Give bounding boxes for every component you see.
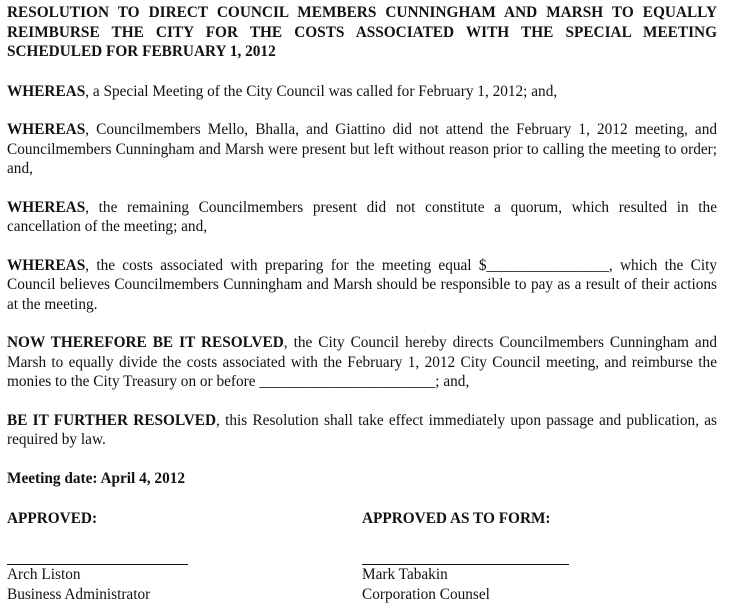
signer-name: Mark Tabakin bbox=[362, 566, 448, 583]
resolved-paragraph bbox=[7, 333, 717, 392]
approved-signature-block bbox=[7, 509, 237, 604]
whereas-paragraph-4 bbox=[7, 256, 717, 315]
further-resolved-paragraph bbox=[7, 411, 717, 450]
paragraph-text: , the costs associated with preparing for the meeting equal $________________, which the City Council believes Councilmembers Cunningham and Marsh should be responsible to pay as a result of their actions at the meeting. bbox=[7, 256, 717, 313]
whereas-paragraph-3 bbox=[7, 198, 717, 237]
paragraph-lead: BE IT FURTHER RESOLVED bbox=[7, 411, 217, 429]
signer-name: Arch Liston bbox=[7, 566, 81, 583]
paragraph-lead: WHEREAS bbox=[7, 82, 86, 100]
paragraph-text: , the City Council hereby directs Councilmembers Cunningham and Marsh to equally divide the costs associated with the February 1, 2012 City Council meeting, and reimburse the monies to the City Treasury on or before _______________________; and, bbox=[7, 334, 717, 390]
signer-role: Business Administrator bbox=[7, 585, 151, 603]
resolution-document bbox=[7, 3, 717, 508]
signer-role: Corporation Counsel bbox=[362, 585, 490, 603]
approved-as-to-form-heading: APPROVED AS TO FORM: bbox=[362, 510, 551, 527]
resolution-title: RESOLUTION TO DIRECT COUNCIL MEMBERS CUNNINGHAM AND MARSH TO EQUALLY REIMBURSE THE CITY FOR THE COSTS ASSOCIATED WITH THE SPECIAL MEETING SCHEDULED FOR FEBRUARY 1, 2012 bbox=[7, 4, 717, 60]
paragraph-text: , a Special Meeting of the City Council was called for February 1, 2012; and, bbox=[85, 82, 558, 100]
paragraph-lead: WHEREAS bbox=[7, 121, 86, 138]
approved-heading: APPROVED: bbox=[7, 510, 98, 527]
approved-as-to-form-signature-block bbox=[362, 509, 592, 604]
whereas-paragraph-1 bbox=[7, 82, 717, 102]
paragraph-text: , this Resolution shall take effect immediately upon passage and publication, as required by law. bbox=[7, 411, 718, 448]
paragraph-text: , Councilmembers Mello, Bhalla, and Giattino did not attend the February 1, 2012 meeting, and Councilmembers Cunningham and Marsh were present but left without reason prior to calling the meeting to order; and, bbox=[7, 121, 717, 177]
meeting-date: Meeting date: April 4, 2012 bbox=[7, 469, 186, 487]
paragraph-text: , the remaining Councilmembers present did not constitute a quorum, which resulted in the cancellation of the meeting; and, bbox=[7, 198, 717, 235]
paragraph-lead: WHEREAS bbox=[7, 256, 86, 274]
paragraph-lead: NOW THEREFORE BE IT RESOLVED bbox=[7, 334, 284, 351]
paragraph-lead: WHEREAS bbox=[7, 198, 86, 216]
whereas-paragraph-2 bbox=[7, 120, 717, 179]
